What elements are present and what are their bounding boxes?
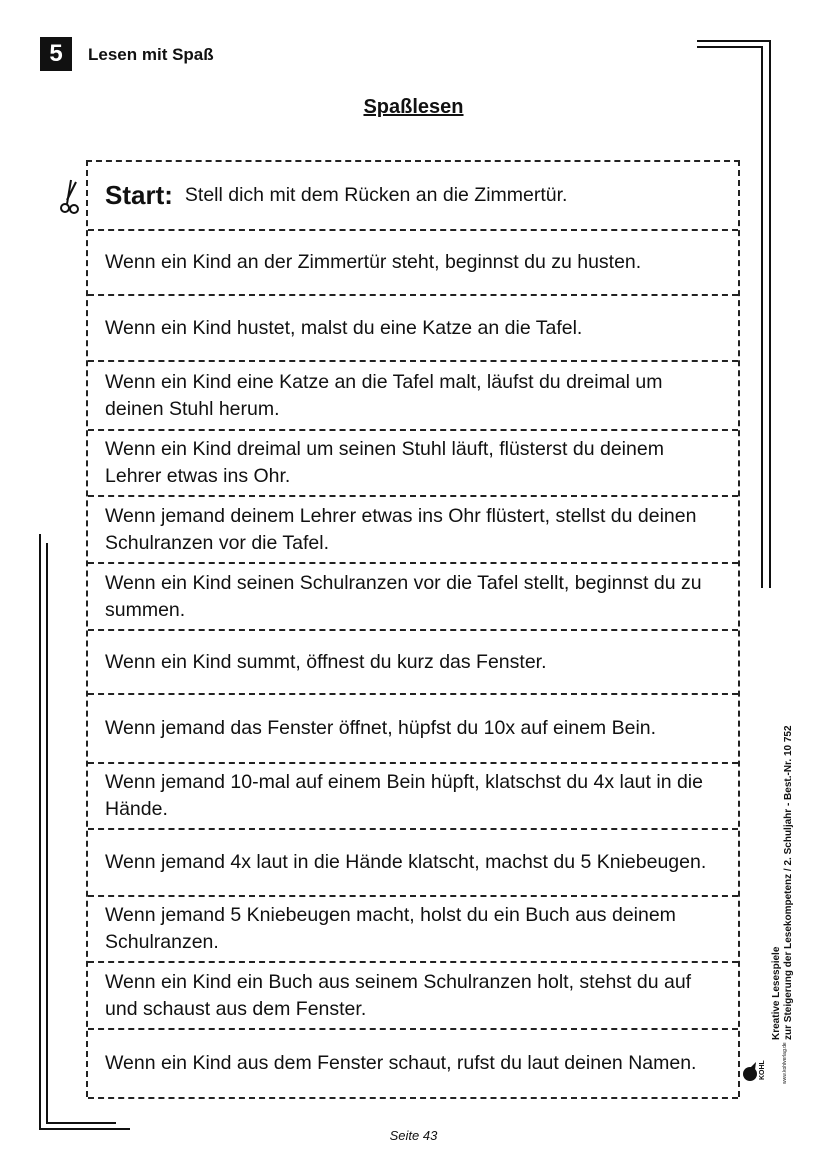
strip: [88, 830, 738, 897]
strip-text: Wenn ein Kind aus dem Fenster schaut, rufst du laut deinen Namen.: [105, 1052, 697, 1074]
strip: [88, 564, 738, 631]
frame-line-right-inner: [761, 46, 763, 588]
book-info-vertical: [771, 725, 795, 1040]
strip: [88, 296, 738, 362]
strip-text: Wenn ein Kind hustet, malst du eine Katze an die Tafel.: [105, 316, 583, 339]
chapter-title: Lesen mit Spaß: [88, 45, 214, 64]
scissors-icon: [58, 178, 84, 218]
strip-text: Wenn ein Kind seinen Schulranzen vor die Tafel stellt, beginnst du zu summen.: [105, 571, 702, 621]
page-title: Spaßlesen: [363, 96, 464, 118]
frame-line-left: [39, 534, 41, 1130]
strip-text: Wenn ein Kind summt, öffnest du kurz das Fenster.: [105, 650, 547, 673]
strip: [88, 431, 738, 497]
book-subtitle: zur Steigerung der Lesekompetenz / 2. Schuljahr - Best.-Nr. 10 752: [783, 725, 794, 1040]
start-label: Start:: [105, 180, 173, 210]
strip-text: Wenn jemand das Fenster öffnet, hüpfst du 10x auf einem Bein.: [105, 717, 657, 739]
strip: [88, 497, 738, 564]
strip-text: Wenn ein Kind eine Katze an die Tafel malt, läufst du dreimal um deinen Stuhl herum.: [105, 370, 663, 420]
strip: [88, 897, 738, 963]
strip-text: Wenn ein Kind dreimal um seinen Stuhl läuft, flüsterst du deinem Lehrer etwas ins Ohr.: [105, 438, 664, 487]
frame-line-top-inner: [697, 46, 763, 48]
strip: [88, 231, 738, 296]
frame-line-left-inner: [46, 543, 48, 1124]
publisher-name: KOHL: [759, 1060, 766, 1080]
chapter-number-badge: 5: [40, 37, 72, 71]
publisher-logo: [740, 1022, 792, 1086]
book-title: Kreative Lesespiele: [771, 946, 782, 1040]
publisher-url: www.kohlverlag.de: [782, 1042, 788, 1084]
strip-text: Wenn jemand 10-mal auf einem Bein hüpft, klatschst du 4x laut in die Hände.: [105, 771, 703, 820]
strip: [88, 631, 738, 695]
frame-line-top: [697, 40, 771, 42]
frame-line-right: [769, 40, 771, 588]
start-text: Stell dich mit dem Rücken an die Zimmertür.: [184, 184, 568, 206]
frame-line-bottom-inner: [46, 1122, 116, 1124]
strip: [88, 695, 738, 764]
reading-strip-list: [86, 160, 740, 1097]
strip-text: Wenn jemand deinem Lehrer etwas ins Ohr flüstert, stellst du deinen Schulranzen vor die Tafel.: [105, 504, 697, 554]
strip-text: Wenn ein Kind an der Zimmertür steht, beginnst du zu husten.: [105, 251, 642, 273]
strip: [88, 362, 738, 431]
strip: [88, 1030, 738, 1099]
strip: [88, 764, 738, 830]
strip-start: [88, 162, 738, 231]
strip-text: Wenn jemand 4x laut in die Hände klatscht, machst du 5 Kniebeugen.: [105, 851, 707, 873]
strip-text: Wenn ein Kind ein Buch aus seinem Schulranzen holt, stehst du auf und schaust aus dem Fenster.: [105, 970, 692, 1020]
strip: [88, 963, 738, 1030]
strip-text: Wenn jemand 5 Kniebeugen macht, holst du ein Buch aus deinem Schulranzen.: [105, 904, 676, 953]
page-number: Seite 43: [389, 1128, 438, 1143]
